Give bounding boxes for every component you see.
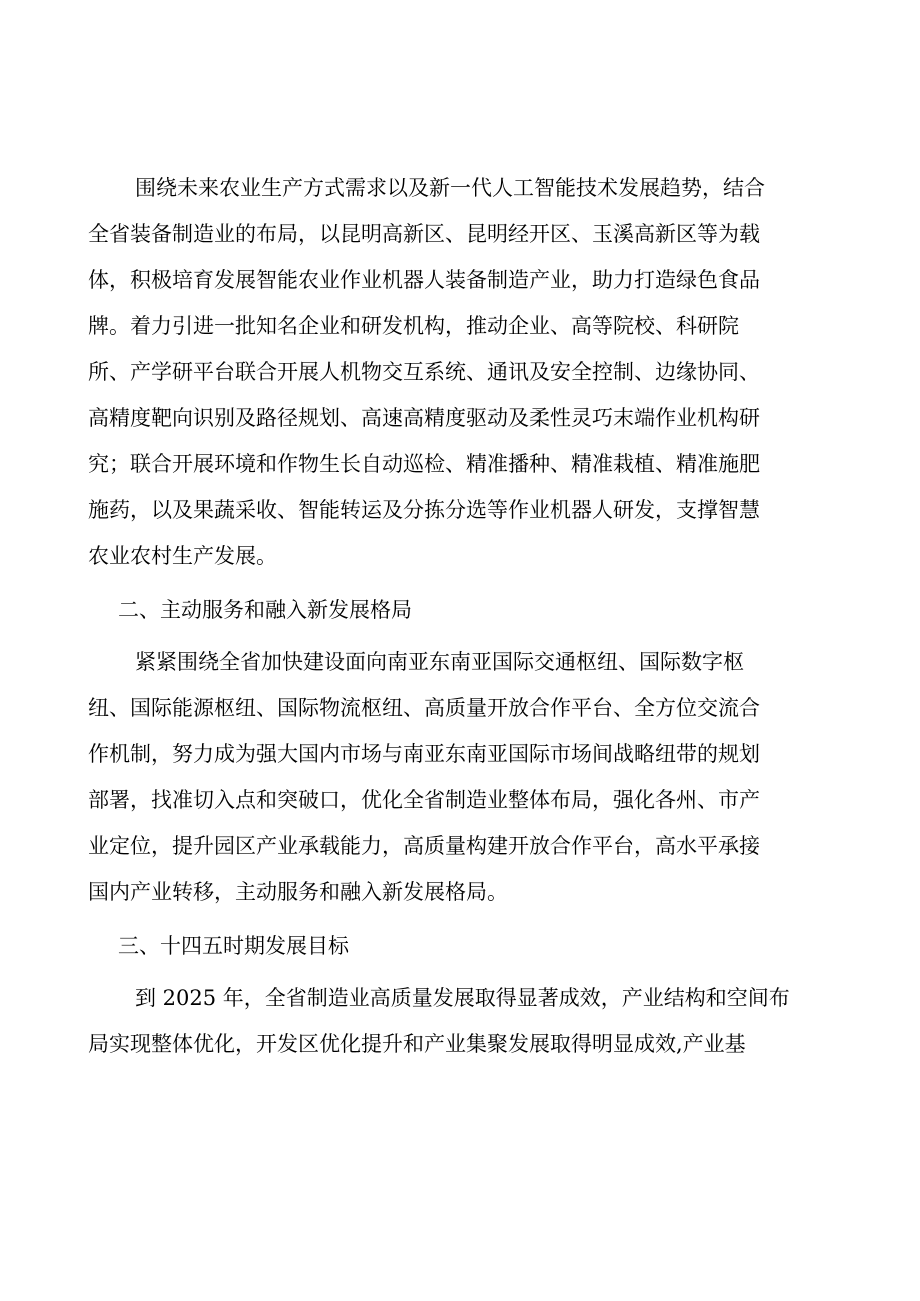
text-line: 体，积极培育发展智能农业作业机器人装备制造产业，助力打造绿色食品 [88,268,760,292]
text-line: 围绕未来农业生产方式需求以及新一代人工智能技术发展趋势，结合 [135,176,765,200]
text-line: 农业农村生产发展。 [88,544,277,568]
text-line: 到 2025 年，全省制造业高质量发展取得显著成效，产业结构和空间布 [135,986,790,1010]
text-line: 国内产业转移，主动服务和融入新发展格局。 [88,880,508,904]
text-line: 全省装备制造业的布局，以昆明高新区、昆明经开区、玉溪高新区等为载 [88,222,760,246]
text-line: 牌。着力引进一批知名企业和研发机构，推动企业、高等院校、科研院 [88,314,739,338]
text-line: 所、产学研平台联合开展人机物交互系统、通讯及安全控制、边缘协同、 [88,360,760,384]
text-line: 究；联合开展环境和作物生长自动巡检、精准播种、精准栽植、精准施肥 [88,452,760,476]
section-heading-2: 二、主动服务和融入新发展格局 [118,598,412,622]
text-line: 纽、国际能源枢纽、国际物流枢纽、高质量开放合作平台、全方位交流合 [88,696,760,720]
section-heading-3: 三、十四五时期发展目标 [118,934,349,958]
text-line: 部署，找准切入点和突破口，优化全省制造业整体布局，强化各州、市产 [88,788,760,812]
text-line: 作机制，努力成为强大国内市场与南亚东南亚国际市场间战略纽带的规划 [88,742,760,766]
text-line: 高精度靶向识别及路径规划、高速高精度驱动及柔性灵巧末端作业机构研 [88,406,760,430]
text-line: 施药，以及果蔬采收、智能转运及分拣分选等作业机器人研发，支撑智慧 [88,498,760,522]
text-line: 局实现整体优化，开发区优化提升和产业集聚发展取得明显成效,产业基 [88,1032,746,1056]
text-line: 业定位，提升园区产业承载能力，高质量构建开放合作平台，高水平承接 [88,834,760,858]
text-line: 紧紧围绕全省加快建设面向南亚东南亚国际交通枢纽、国际数字枢 [135,650,744,674]
